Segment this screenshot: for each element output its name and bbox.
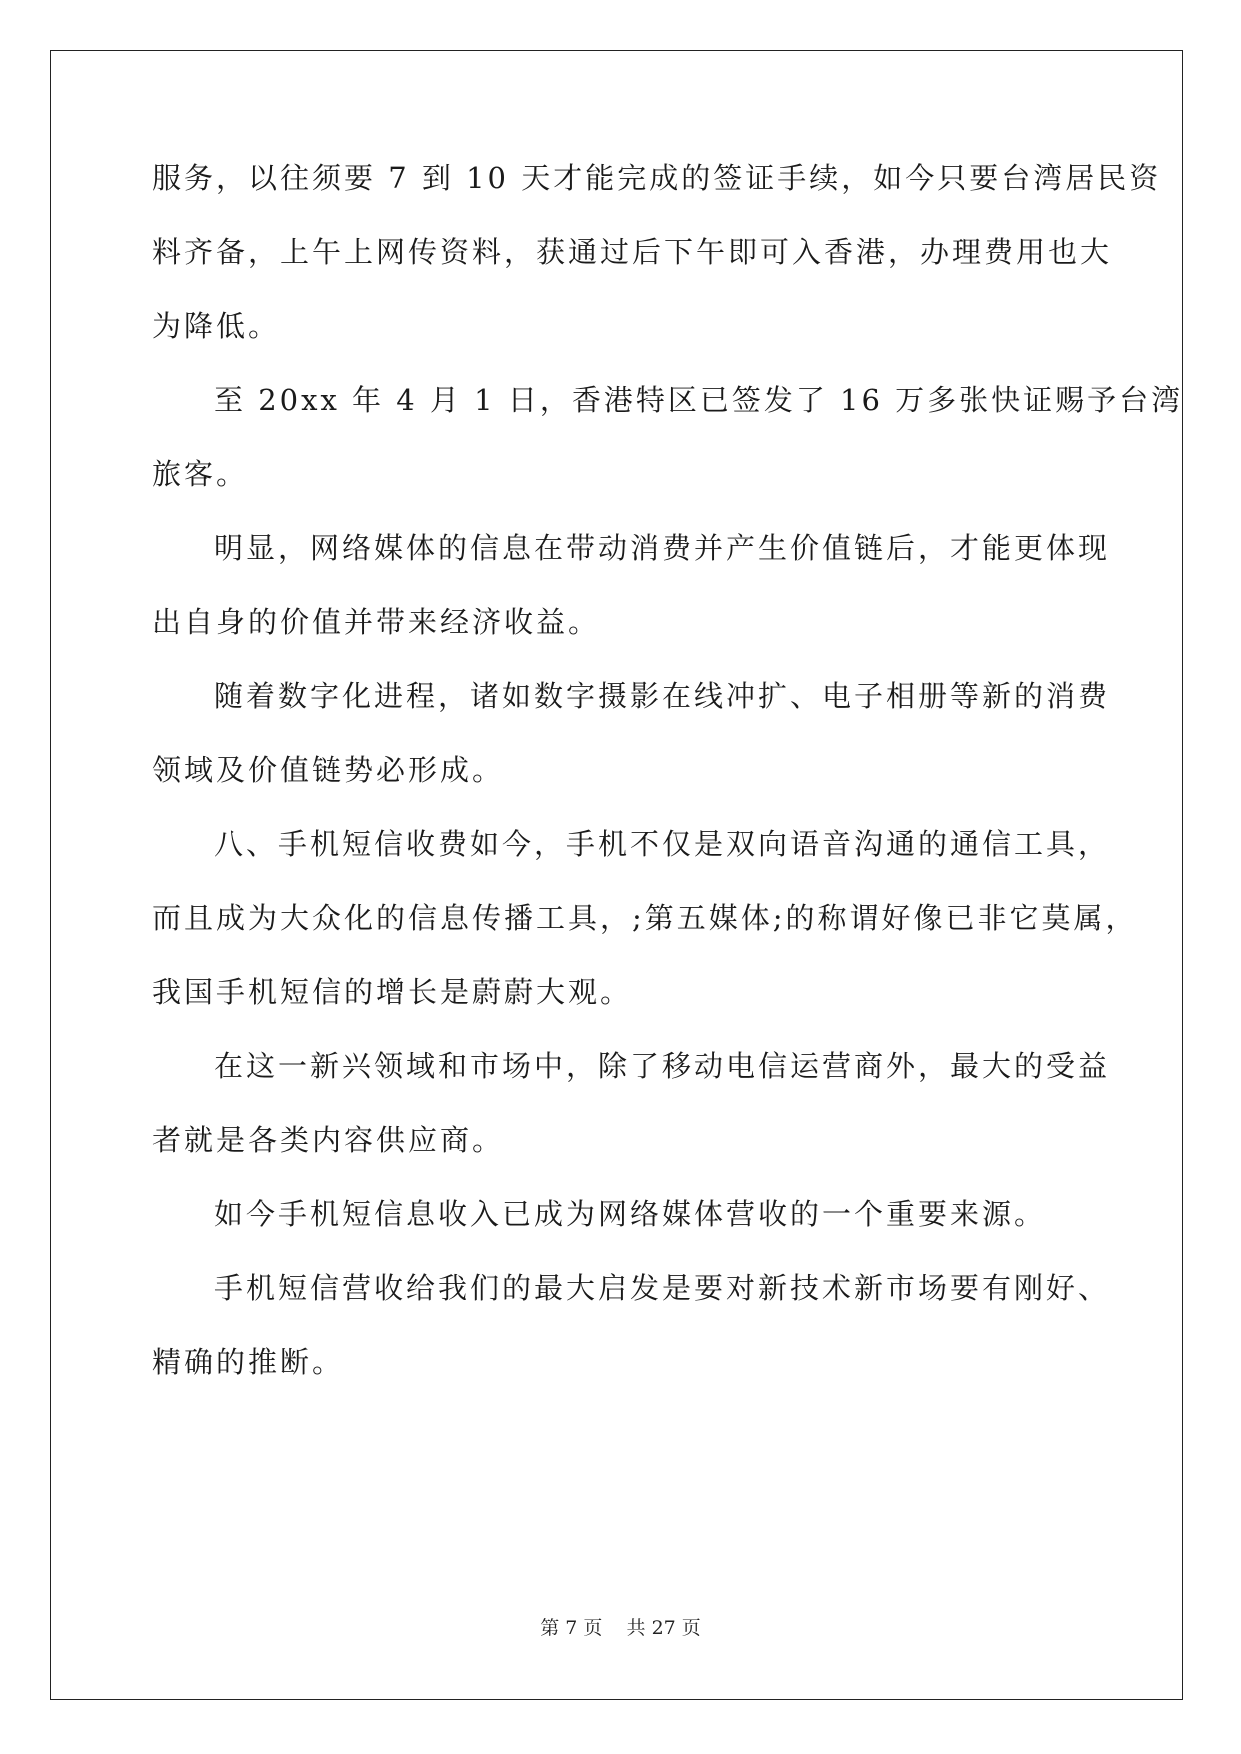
text-line: 手机短信营收给我们的最大启发是要对新技术新市场要有刚好、 [214, 1271, 1111, 1305]
text-line: 领域及价值链势必形成。 [152, 753, 505, 787]
page-border [50, 50, 1183, 1700]
text-line: 服务，以往须要 7 到 10 天才能完成的签证手续，如今只要台湾居民资 [152, 161, 1162, 195]
text-line: 在这一新兴领域和市场中，除了移动电信运营商外，最大的受益 [214, 1049, 1111, 1083]
text-line: 八、手机短信收费如今，手机不仅是双向语音沟通的通信工具， [214, 827, 1111, 861]
text-line: 出自身的价值并带来经济收益。 [152, 605, 601, 639]
page-footer [0, 1616, 1241, 1640]
text-line: 明显，网络媒体的信息在带动消费并产生价值链后，才能更体现 [214, 531, 1111, 565]
text-line: 随着数字化进程，诸如数字摄影在线冲扩、电子相册等新的消费 [214, 679, 1111, 713]
text-line: 旅客。 [152, 457, 249, 491]
text-line: 为降低。 [152, 309, 281, 343]
page-total: 共 27 页 [626, 1617, 701, 1639]
text-line: 精确的推断。 [152, 1345, 345, 1379]
text-line: 而且成为大众化的信息传播工具，;第五媒体;的称谓好像已非它莫属， [152, 901, 1138, 935]
text-line: 我国手机短信的增长是蔚蔚大观。 [152, 975, 633, 1009]
text-line: 料齐备，上午上网传资料，获通过后下午即可入香港，办理费用也大 [152, 235, 1113, 269]
page-number: 第 7 页 [540, 1617, 603, 1639]
text-line: 如今手机短信息收入已成为网络媒体营收的一个重要来源。 [214, 1197, 1047, 1231]
text-line: 至 20xx 年 4 月 1 日，香港特区已签发了 16 万多张快证赐予台湾 [214, 383, 1184, 417]
text-line: 者就是各类内容供应商。 [152, 1123, 505, 1157]
